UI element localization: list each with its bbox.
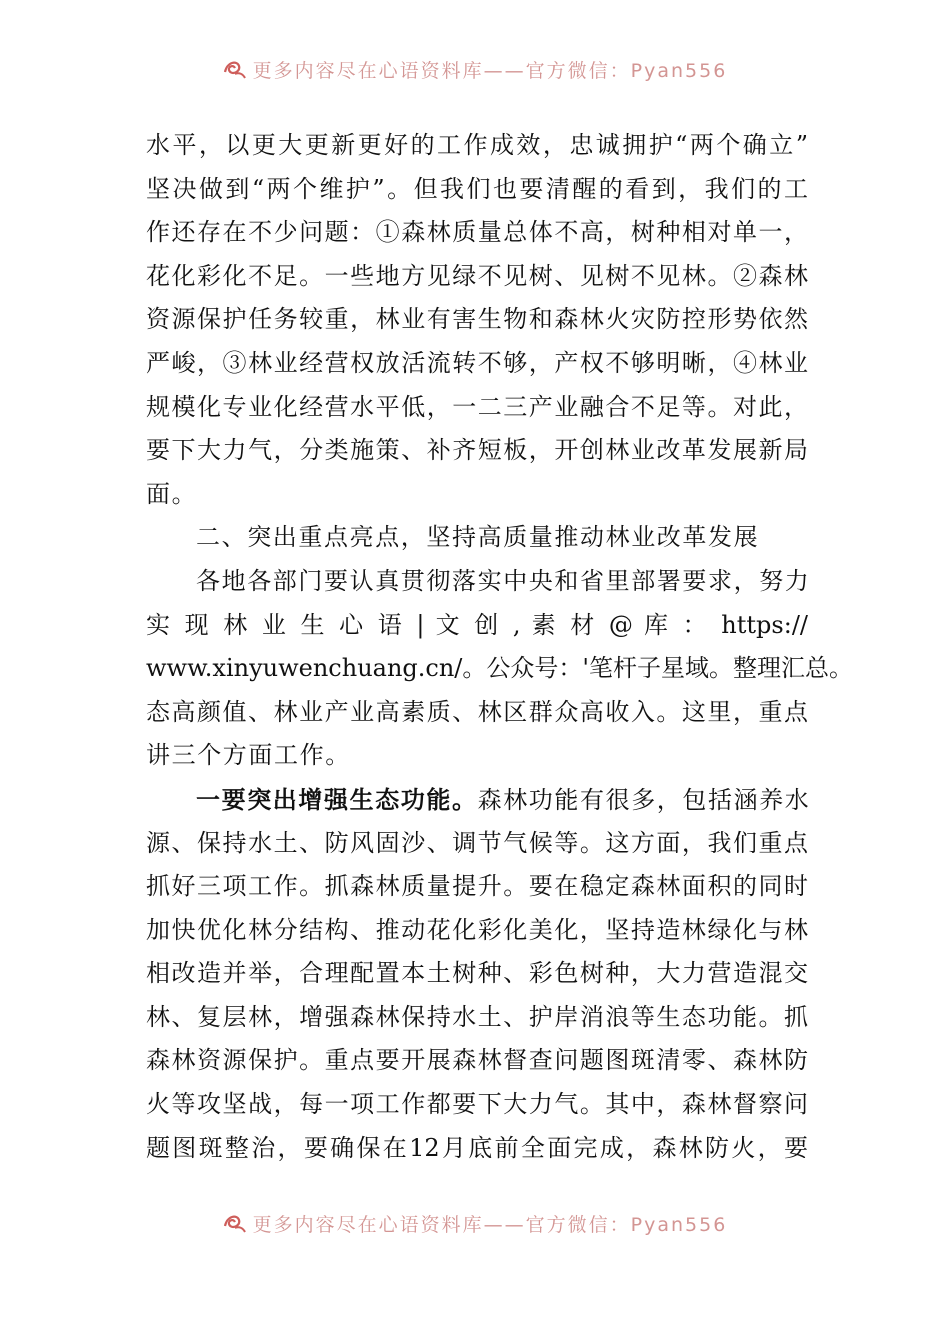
text-line: 严峻，③林业经营权放活流转不够，产权不够明晰，④林业: [146, 348, 808, 377]
text-line: 规模化专业化经营水平低，一二三产业融合不足等。对此，: [146, 392, 808, 421]
text-line: 资源保护任务较重，林业有害生物和森林火灾防控形势依然: [146, 305, 808, 334]
paragraph-first-line: [146, 778, 811, 822]
watermark-logo-icon: [221, 1212, 247, 1234]
text-line-url: www.xinyuwenchuang.cn/。公众号：'笔杆子星域。整理汇总。: [146, 654, 853, 683]
text-line: 态高颜值、林业产业高素质、林区群众高收入。这里，重点: [146, 697, 808, 726]
text-line: 花化彩化不足。一些地方见绿不见树、见树不见林。②森林: [146, 261, 808, 290]
text-line: 源、保持水土、防风固沙、调节气候等。这方面，我们重点: [146, 828, 808, 857]
text-line: 加快优化林分结构、推动花化彩化美化，坚持造林绿化与林: [146, 915, 808, 944]
text-line: 作还存在不少问题：①森林质量总体不高，树种相对单一，: [146, 218, 808, 247]
text-line: 森林资源保护。重点要开展森林督查问题图斑清零、森林防: [146, 1046, 808, 1075]
paragraph-first-line-rest: 森林功能有很多，包括涵养水: [477, 785, 811, 814]
watermark-logo-icon: [221, 58, 247, 80]
text-line: 讲三个方面工作。: [146, 741, 351, 770]
watermark-bottom: [0, 1208, 950, 1238]
text-line: 坚决做到“两个维护”。但我们也要清醒的看到，我们的工: [146, 174, 808, 203]
watermark-text: 更多内容尽在心语资料库——官方微信：Pyan556: [252, 1213, 728, 1236]
watermark-top: [0, 54, 950, 84]
text-line: 题图斑整治，要确保在12月底前全面完成，森林防火，要: [146, 1133, 808, 1162]
text-line: 各地各部门要认真贯彻落实中央和省里部署要求，努力: [196, 566, 811, 595]
text-line: 实 现 林 业 生 心 语 | 文 创 , 素 材 @ 库 ： https://: [146, 610, 808, 639]
text-line: 抓好三项工作。抓森林质量提升。要在稳定森林面积的同时: [146, 872, 808, 901]
text-line: 要下大力气，分类施策、补齐短板，开创林业改革发展新局: [146, 436, 808, 465]
watermark-text: 更多内容尽在心语资料库——官方微信：Pyan556: [252, 59, 728, 82]
text-line: 林、复层林，增强森林保持水土、护岸消浪等生态功能。抓: [146, 1002, 808, 1031]
text-line: 火等攻坚战，每一项工作都要下大力气。其中，森林督察问: [146, 1090, 808, 1119]
document-body: [146, 124, 853, 1170]
text-line: 面。: [146, 479, 198, 508]
bold-lead-phrase: 一要突出增强生态功能。: [196, 784, 478, 814]
text-line: 水平，以更大更新更好的工作成效，忠诚拥护“两个确立”: [146, 131, 808, 159]
section-heading: 二、突出重点亮点，坚持高质量推动林业改革发展: [196, 523, 760, 552]
text-line: 相改造并举，合理配置本土树种、彩色树种，大力营造混交: [146, 959, 808, 988]
